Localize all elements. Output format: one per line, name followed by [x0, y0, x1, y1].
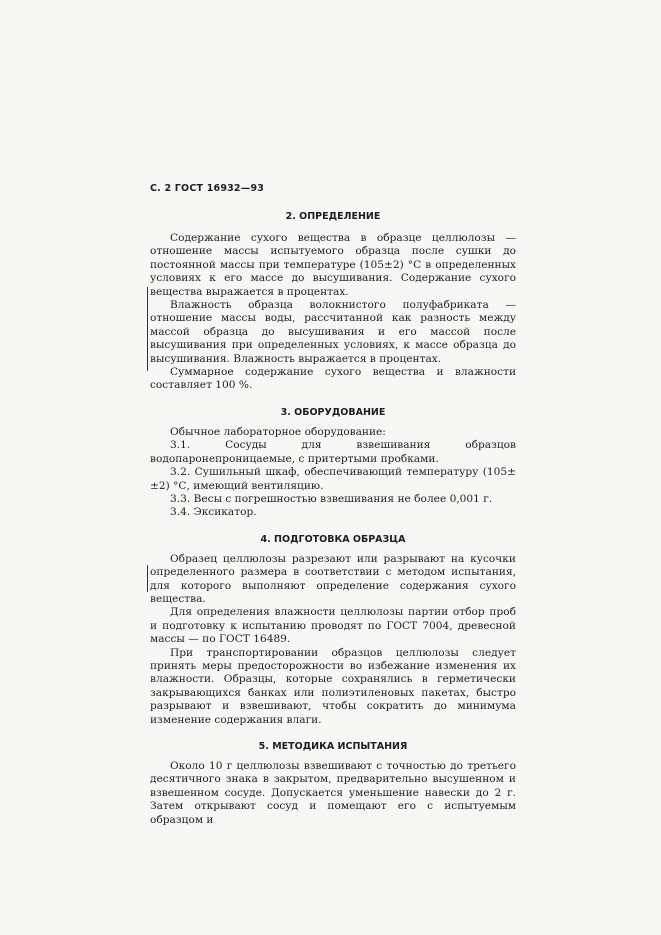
- document-body: [150, 208, 516, 827]
- paragraph: Суммарное содержание сухого вещества и влажности составляет 100 %.: [150, 366, 516, 392]
- paragraph: Содержание сухого вещества в образце целлюлозы — отношение массы испытуемого образца после сушки до постоянной массы при температуре (105±2) °С в определенных условиях к его массе до высушивания. Содержание сухого вещества выражается в процентах.: [150, 232, 516, 298]
- section-heading: 3. ОБОРУДОВАНИЕ: [280, 406, 386, 418]
- change-bar: [147, 287, 148, 371]
- paragraph: 3.1. Сосуды для взвешивания образцов водопаронепроницаемые, с притертыми пробками.: [150, 439, 516, 465]
- paragraph: 3.3. Весы с погрешностью взвешивания не более 0,001 г.: [170, 492, 493, 505]
- paragraph: Обычное лабораторное оборудование:: [170, 425, 386, 438]
- paragraph: 3.4. Эксикатор.: [170, 506, 257, 519]
- paragraph: Для определения влажности целлюлозы партии отбор проб и подготовку к испытанию проводят по ГОСТ 7004, древесной массы — по ГОСТ 16489.: [150, 606, 516, 646]
- change-bar: [147, 565, 148, 592]
- page-header: С. 2 ГОСТ 16932—93: [150, 183, 265, 194]
- section-heading: 4. ПОДГОТОВКА ОБРАЗЦА: [260, 533, 406, 545]
- section-heading: 5. МЕТОДИКА ИСПЫТАНИЯ: [258, 741, 408, 752]
- paragraph: Влажность образца волокнистого полуфабриката — отношение массы воды, рассчитанной как разность между массой образца до высушивания и его массой после высушивания при определенных условиях, к массе образца до высушивания. Влажность выражается в процентах.: [150, 299, 516, 365]
- paragraph: 3.2. Сушильный шкаф, обеспечивающий температуру (105±±2) °С, имеющий вентиляцию.: [150, 466, 516, 492]
- section-heading: 2. ОПРЕДЕЛЕНИЕ: [285, 211, 381, 222]
- paragraph: Образец целлюлозы разрезают или разрывают на кусочки определенного размера в соответствии с методом испытания, для которого выполняют определение содержания сухого вещества.: [150, 552, 516, 605]
- paragraph: Около 10 г целлюлозы взвешивают с точностью до третьего десятичного знака в закрытом, предварительно высушенном и взвешенном сосуде. Допускается уменьшение навески до 2 г. Затем открывают сосуд и помещают его с испытуемым образцом и: [150, 760, 516, 826]
- paragraph: При транспортировании образцов целлюлозы следует принять меры предосторожности во избежание изменения их влажности. Образцы, которые сохранялись в герметически закрывающихся банках или полиэтиленовых пакетах, быстро разрывают и взвешивают, чтобы сократить до минимума изменение содержания влаги.: [150, 646, 516, 726]
